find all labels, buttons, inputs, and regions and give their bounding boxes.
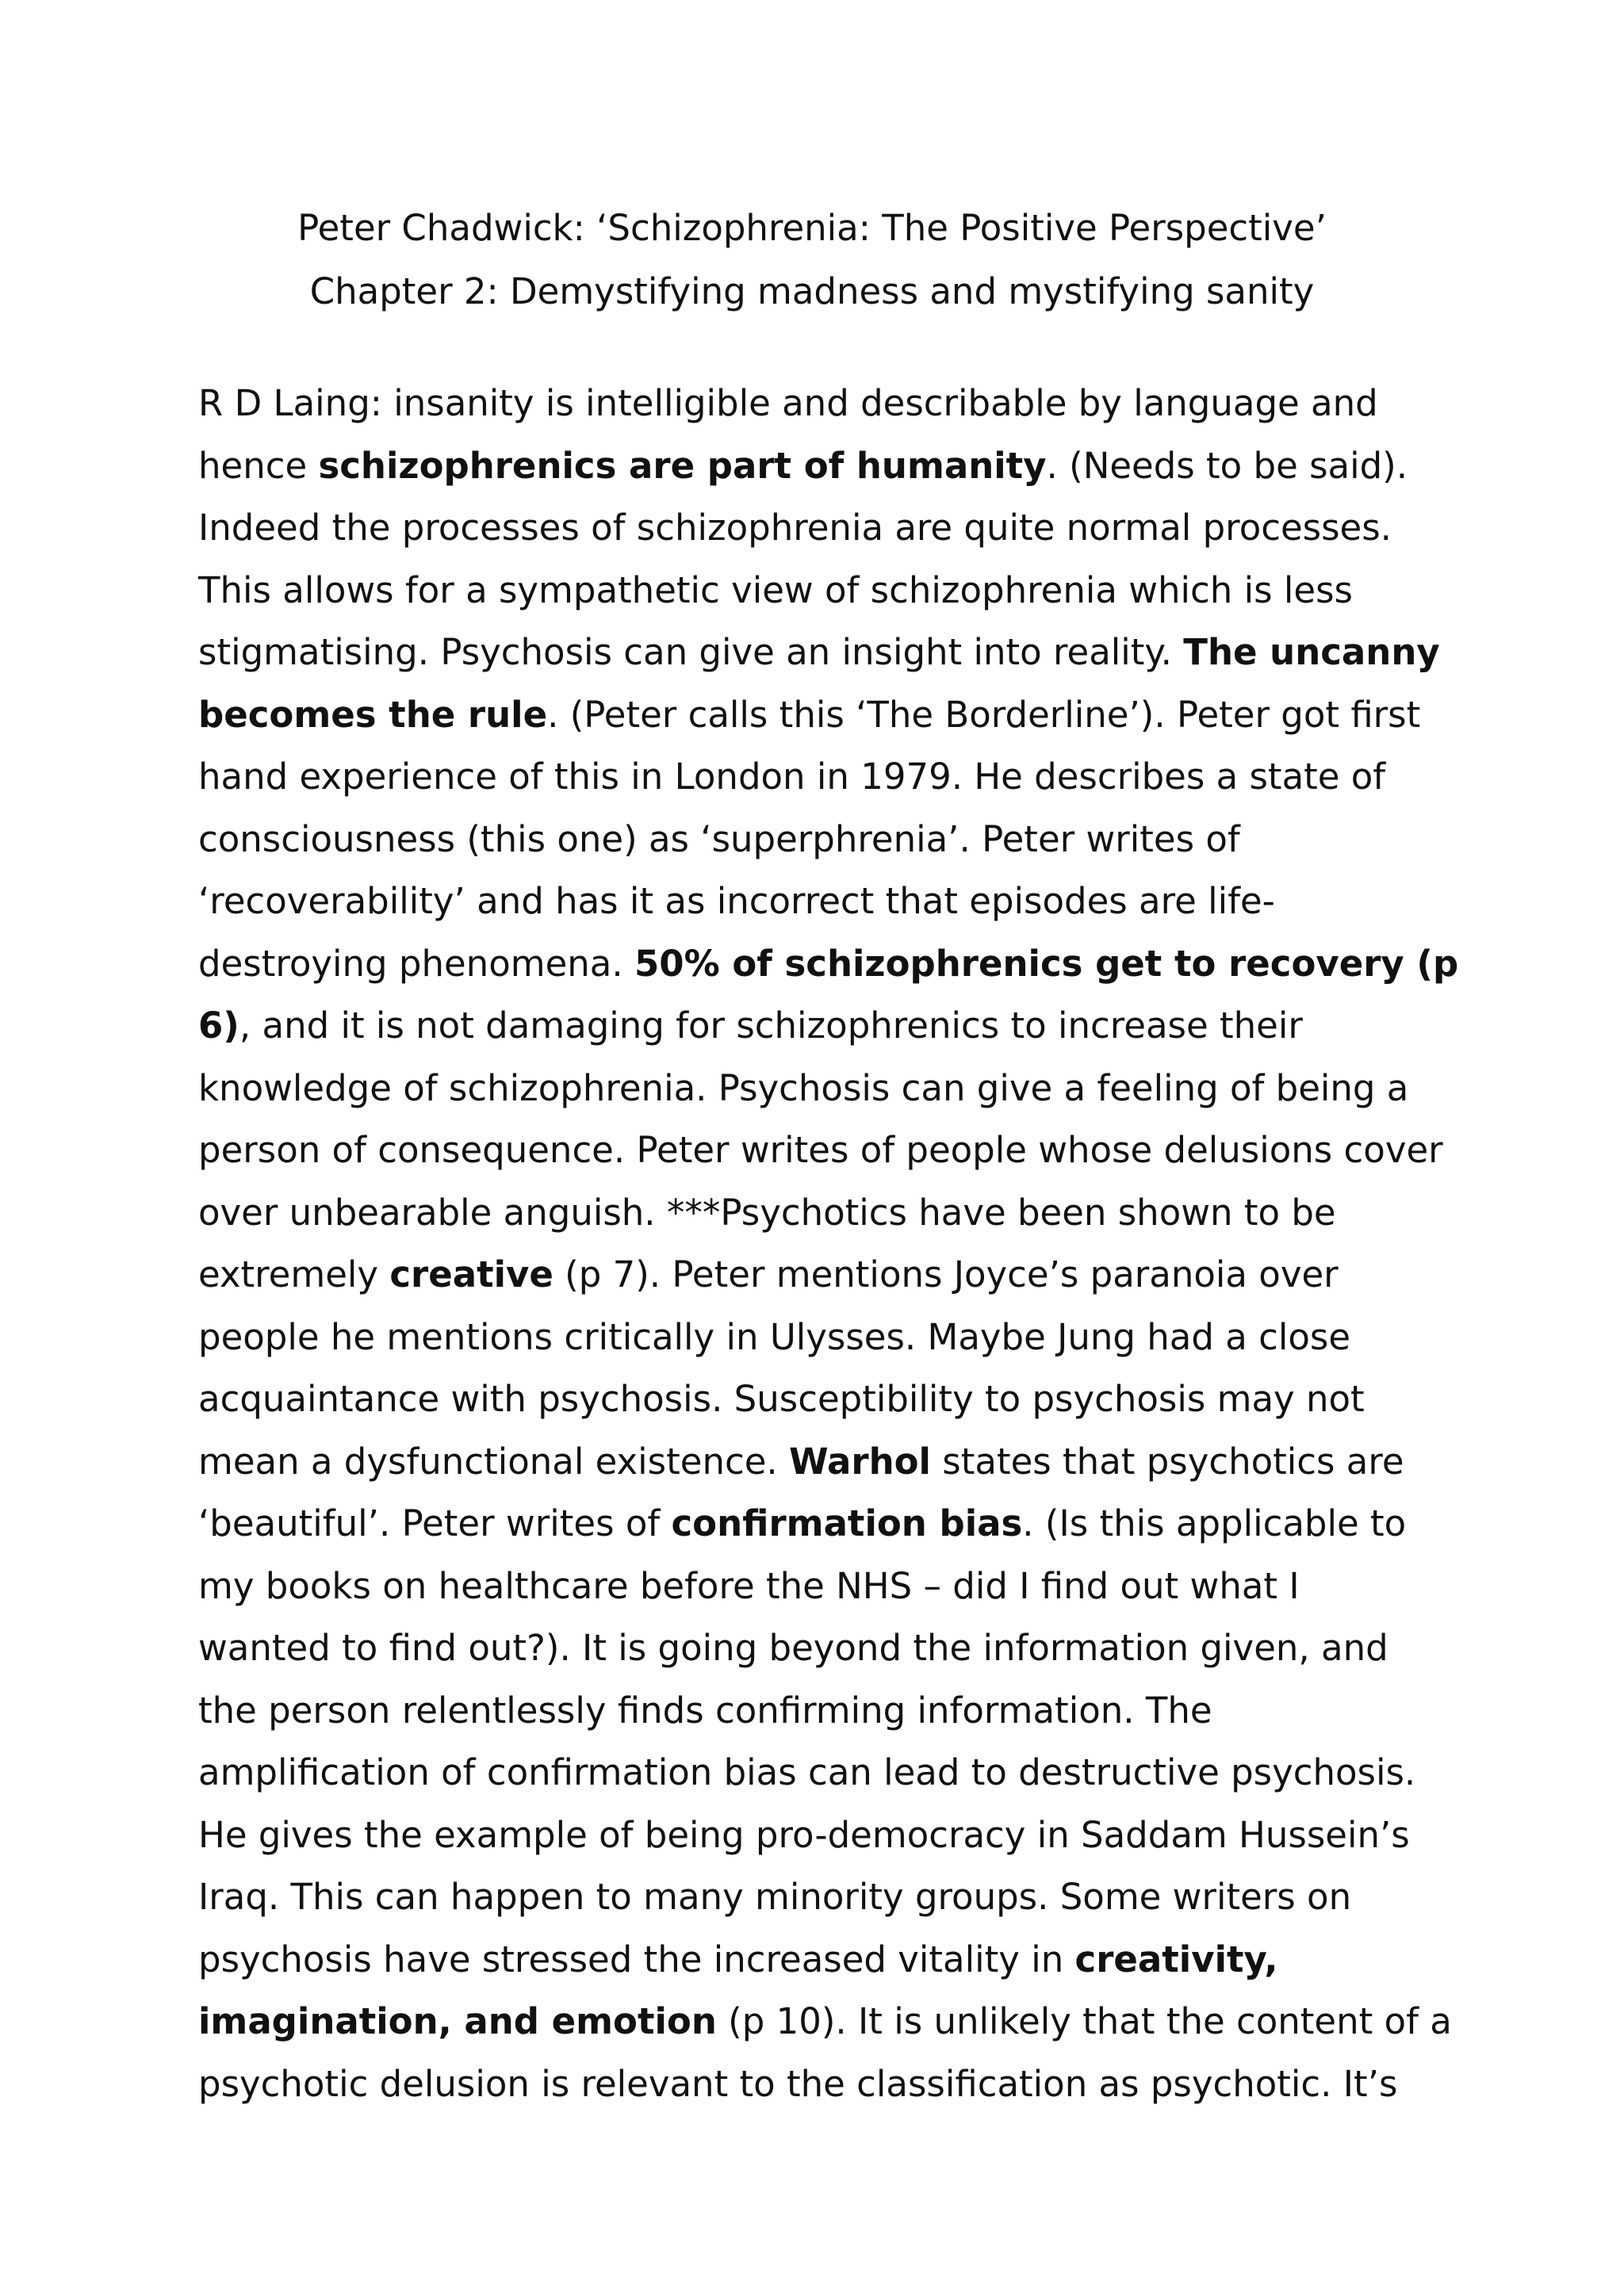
text-run: hence [198, 444, 319, 487]
text-line [198, 1866, 1451, 1929]
text-run: over unbearable anguish. ***Psychotics have been shown to be [198, 1191, 1336, 1234]
text-line [198, 1556, 1451, 1618]
text-run: Iraq. This can happen to many minority groups. Some writers on [198, 1876, 1352, 1918]
text-run: people he mentions critically in Ulysses. Maybe Jung had a close [198, 1315, 1351, 1358]
text-line [198, 809, 1451, 871]
text-run: knowledge of schizophrenia. Psychosis can give a feeling of being a [198, 1066, 1409, 1109]
text-run: wanted to find out?). It is going beyond the information given, and [198, 1627, 1388, 1669]
title-line-2: Chapter 2: Demystifying madness and mystifying sanity [309, 270, 1315, 312]
text-run: hand experience of this in London in 1979. He describes a state of [198, 756, 1386, 798]
text-line [198, 871, 1451, 933]
text-line [198, 373, 1451, 435]
text-run: . (Needs to be said). [1046, 444, 1408, 487]
text-run: amplification of confirmation bias can lead to destructive psychosis. [198, 1751, 1416, 1793]
text-run: ‘recoverability’ and has it as incorrect that episodes are life- [198, 880, 1275, 922]
bold-text-run: imagination, and emotion [198, 2000, 717, 2042]
text-run: states that psychotics are [930, 1440, 1404, 1483]
text-run: psychosis have stressed the increased vitality in [198, 1938, 1075, 1980]
text-line [198, 1119, 1451, 1182]
text-line [198, 684, 1451, 747]
bold-text-run: 6) [198, 1004, 239, 1047]
text-run: (p 10). It is unlikely that the content of a [716, 2000, 1452, 2042]
title-line-1: Peter Chadwick: ‘Schizophrenia: The Positive Perspective’ [297, 207, 1327, 249]
bold-text-run: becomes the rule [198, 693, 548, 736]
text-line [198, 1307, 1451, 1369]
text-run: the person relentlessly finds confirming information. The [198, 1689, 1212, 1732]
bold-text-run: confirmation bias [671, 1502, 1023, 1544]
text-line [198, 1742, 1451, 1804]
text-run: Indeed the processes of schizophrenia are quite normal processes. [198, 507, 1392, 549]
document-body [198, 373, 1459, 2115]
text-line [198, 1493, 1451, 1556]
text-line [198, 622, 1451, 684]
text-line [198, 497, 1451, 560]
text-line [198, 1804, 1451, 1867]
bold-text-run: creativity, [1074, 1938, 1278, 1980]
text-line [198, 2053, 1451, 2116]
text-run: , and it is not damaging for schizophrenics to increase their [239, 1004, 1303, 1047]
document-title [159, 197, 1465, 323]
text-line [198, 746, 1451, 809]
text-line [198, 435, 1451, 498]
text-run: This allows for a sympathetic view of schizophrenia which is less [198, 568, 1353, 611]
text-line [198, 1182, 1451, 1245]
text-run: . (Peter calls this ‘The Borderline’). Peter got first [547, 693, 1421, 736]
text-run: acquaintance with psychosis. Susceptibility to psychosis may not [198, 1378, 1365, 1420]
text-run: ‘beautiful’. Peter writes of [198, 1502, 672, 1544]
text-line [198, 1058, 1451, 1120]
text-line [198, 1244, 1451, 1307]
text-line [198, 1368, 1451, 1431]
text-run: (p 7). Peter mentions Joyce’s paranoia over [553, 1253, 1339, 1295]
text-run: consciousness (this one) as ‘superphrenia’. Peter writes of [198, 817, 1240, 860]
text-run: person of consequence. Peter writes of people whose delusions cover [198, 1129, 1443, 1171]
bold-text-run: 50% of schizophrenics get to recovery (p [634, 942, 1459, 985]
text-run: He gives the example of being pro-democracy in Saddam Hussein’s [198, 1813, 1410, 1856]
text-run: my books on healthcare before the NHS – did I find out what I [198, 1564, 1300, 1607]
text-run: psychotic delusion is relevant to the classification as psychotic. It’s [198, 2062, 1398, 2105]
text-line [198, 1929, 1451, 1992]
text-line [198, 1680, 1451, 1743]
text-run: R D Laing: insanity is intelligible and describable by language and [198, 382, 1378, 424]
text-line [198, 1617, 1451, 1680]
bold-text-run: Warhol [789, 1440, 931, 1483]
text-run: stigmatising. Psychosis can give an insight into reality. [198, 631, 1184, 673]
text-line [198, 1431, 1451, 1494]
text-run: mean a dysfunctional existence. [198, 1440, 790, 1483]
text-line [198, 1991, 1451, 2053]
bold-text-run: The uncanny [1183, 631, 1440, 673]
text-line [198, 560, 1451, 622]
bold-text-run: schizophrenics are part of humanity [318, 444, 1047, 487]
text-run: destroying phenomena. [198, 942, 634, 985]
text-line [198, 995, 1451, 1058]
text-line [198, 933, 1459, 996]
text-run: extremely [198, 1253, 390, 1295]
bold-text-run: creative [389, 1253, 553, 1295]
text-run: . (Is this applicable to [1022, 1502, 1407, 1544]
